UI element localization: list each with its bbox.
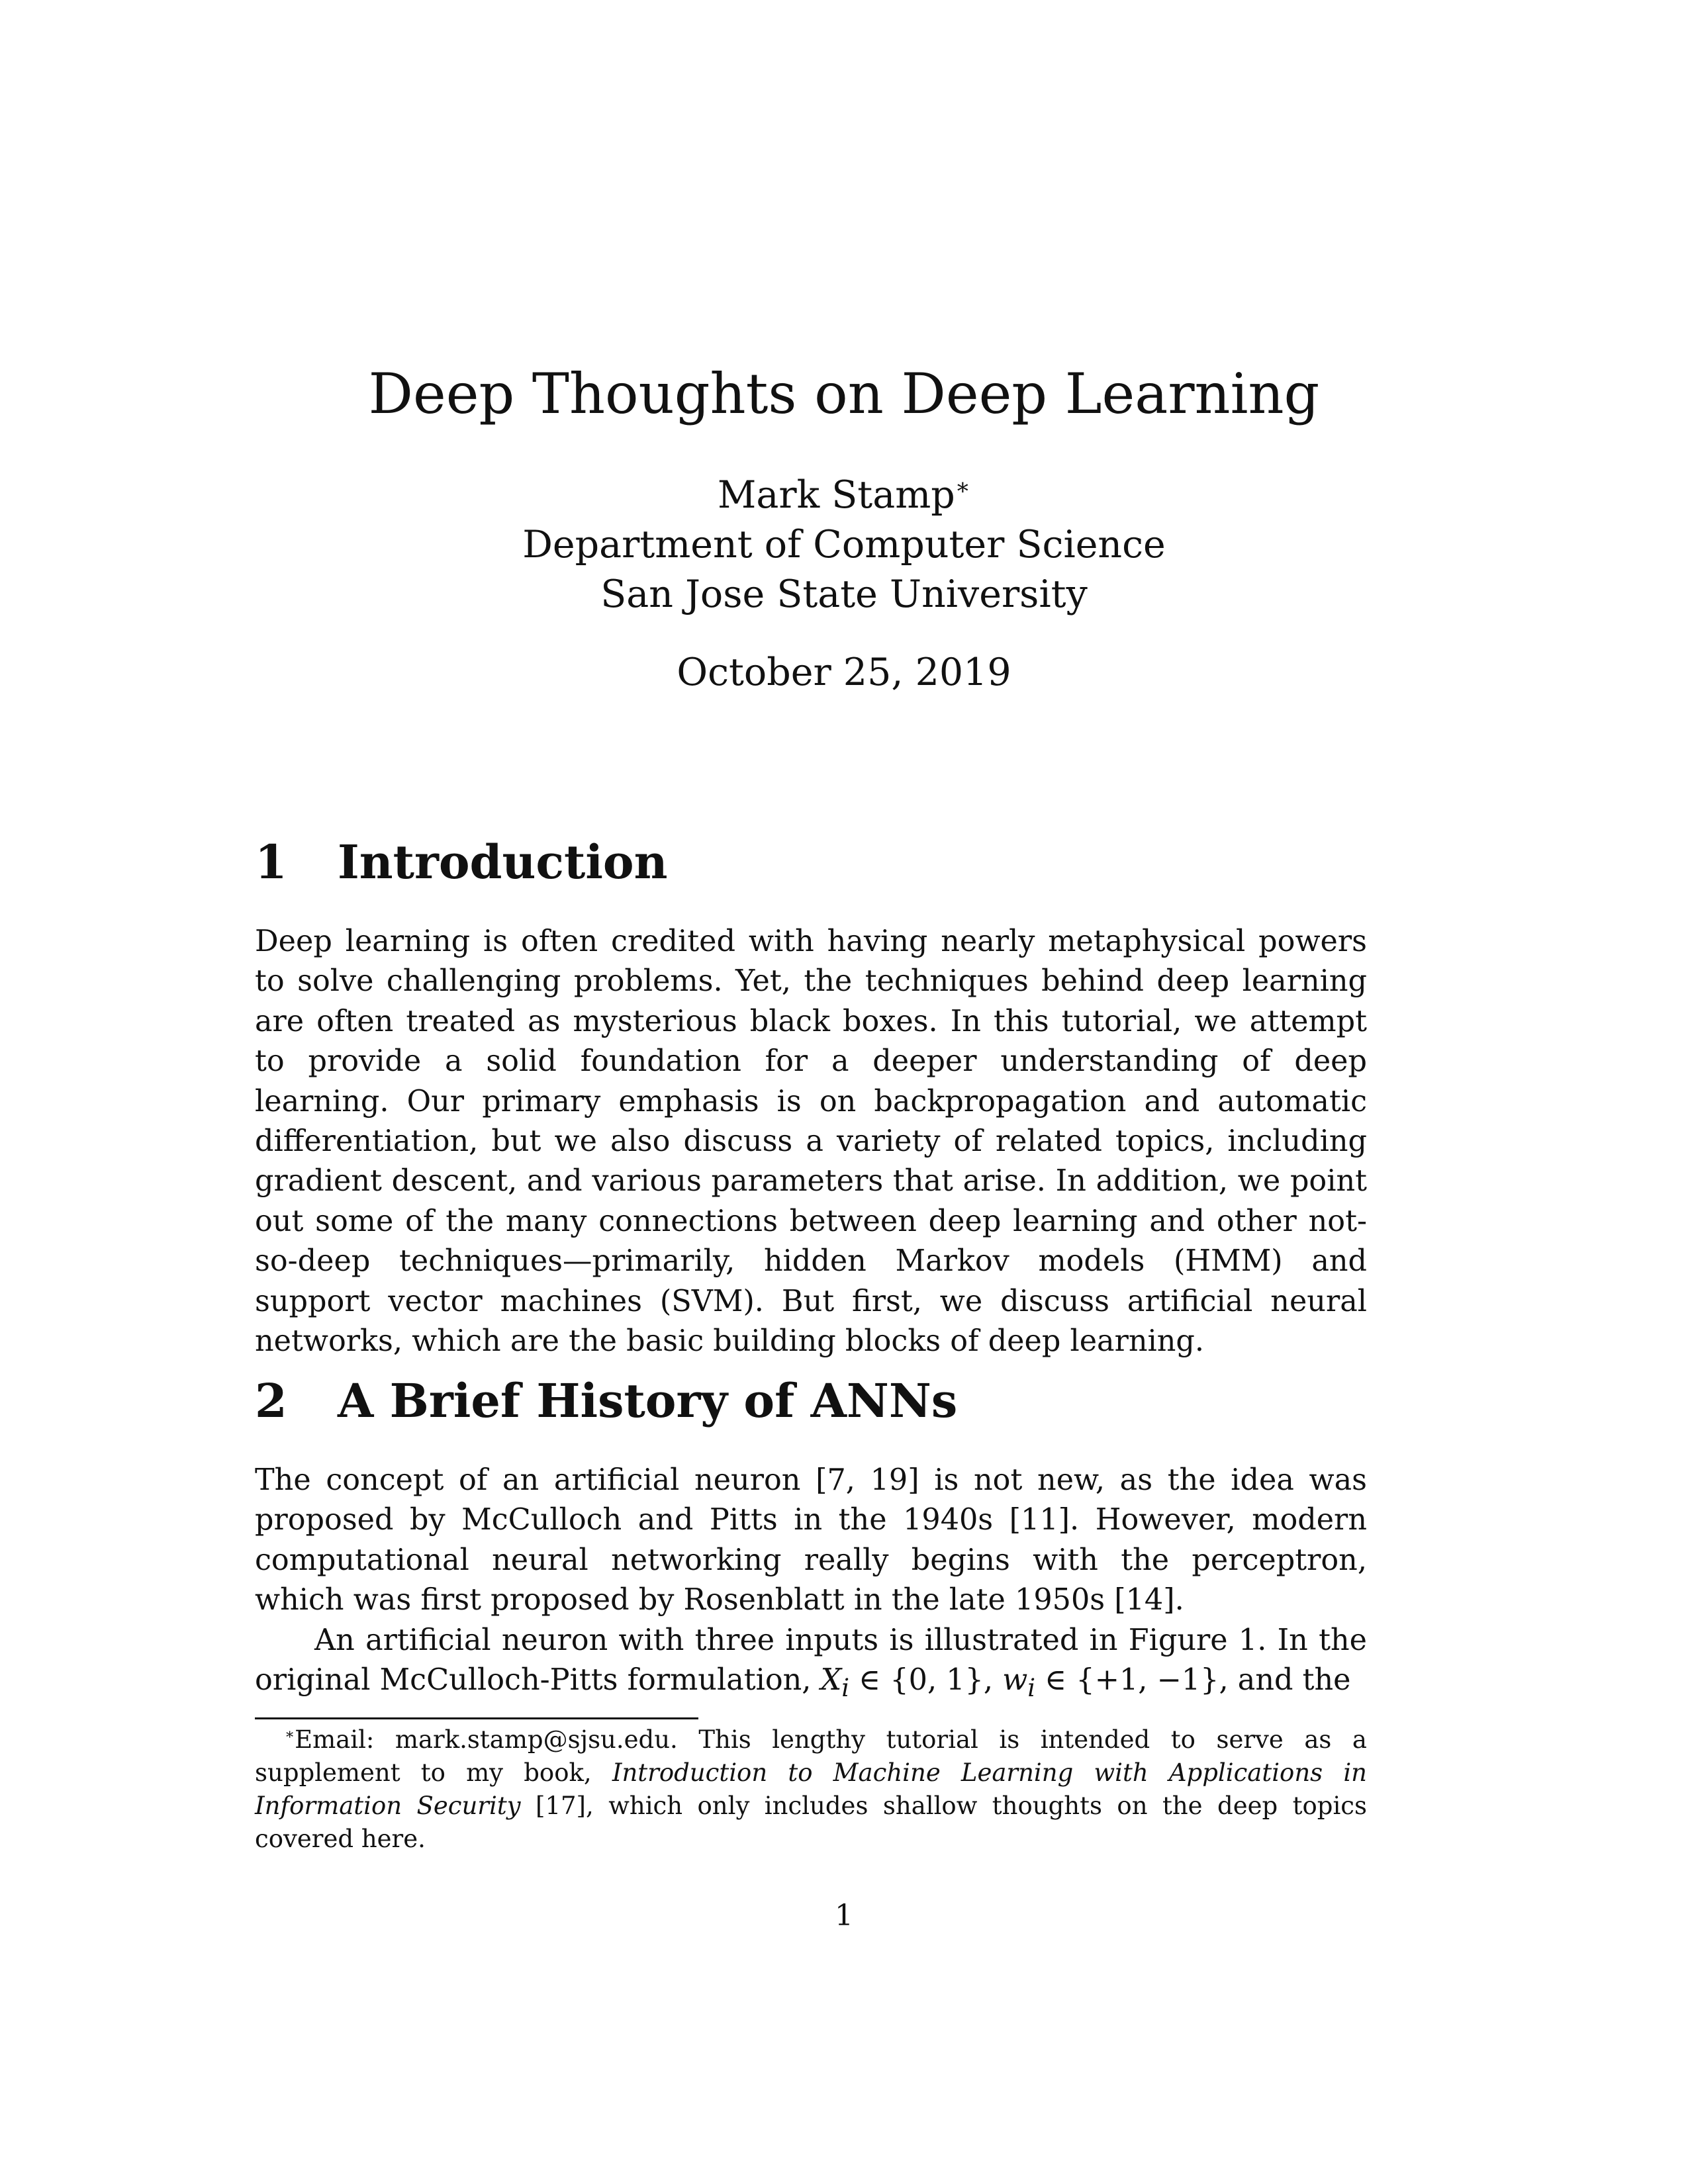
section-title: Introduction: [338, 835, 668, 889]
history-paragraph-2-text: An artificial neuron with three inputs is illustrated in Figure 1. In the original McCulloch-Pitts formulation,: [255, 1623, 1367, 1698]
page-number: 1: [835, 1899, 853, 1933]
math-x: X: [820, 1663, 842, 1698]
author-name-text: Mark Stamp: [718, 473, 955, 517]
footnote-text-end: [17], which only includes shallow thoughts on the deep topics covered here.: [255, 1792, 1367, 1853]
math-set-2: ∈ {+1, −1}, and the: [1035, 1663, 1351, 1698]
section-number: 1: [255, 835, 287, 889]
section-number: 2: [255, 1373, 287, 1428]
footnote-rule: [255, 1717, 698, 1719]
paper-date: October 25, 2019: [677, 651, 1011, 694]
history-paragraphs: [255, 1461, 1367, 1708]
section-heading-introduction: [255, 833, 1433, 892]
footnote: [255, 1723, 1367, 1856]
author-name: [0, 470, 1688, 520]
math-set-1: ∈ {0, 1},: [849, 1663, 1003, 1698]
footnote-text-start: Email: mark.stamp@sjsu.edu. This lengthy tutorial is intended to serve as a supplement to my book,: [255, 1725, 1367, 1787]
section-heading-history: [255, 1371, 1433, 1431]
math-w-subscript: i: [1027, 1673, 1036, 1702]
history-paragraph-2: [255, 1621, 1367, 1709]
footnote-mark: ∗: [285, 1725, 295, 1743]
section-title: A Brief History of ANNs: [338, 1373, 958, 1428]
paper-title: Deep Thoughts on Deep Learning: [368, 361, 1320, 426]
intro-paragraph: Deep learning is often credited with having nearly metaphysical powers to solve challenging problems. Yet, the techniques behind deep learning are often treated as mysterious black boxes. In this tutorial, we attempt to provide a solid foundation for a deeper understanding of deep learning. Our primary emphasis is on backpropagation and automatic differentiation, but we also discuss a variety of related topics, including gradient descent, and various parameters that arise. In addition, we point out some of the many connections between deep learning and other not-so-deep techniques—primarily, hidden Markov models (HMM) and support vector machines (SVM). But first, we discuss artificial neural networks, which are the basic building blocks of deep learning.: [255, 925, 1367, 1359]
math-x-subscript: i: [841, 1673, 850, 1702]
footnote-book-title: Introduction to Machine Learning with Applications in Information Security: [255, 1758, 1367, 1820]
math-w: w: [1002, 1663, 1028, 1698]
author-university: San Jose State University: [600, 572, 1088, 616]
author-footnote-mark: ∗: [955, 474, 970, 500]
history-paragraph-1: The concept of an artificial neuron [7, 19] is not new, as the idea was proposed by McCulloch and Pitts in the 1940s [11]. However, modern computational neural networking really begins with the perceptron, which was first proposed by Rosenblatt in the late 1950s [14].: [255, 1463, 1367, 1617]
author-department: Department of Computer Science: [522, 523, 1166, 567]
